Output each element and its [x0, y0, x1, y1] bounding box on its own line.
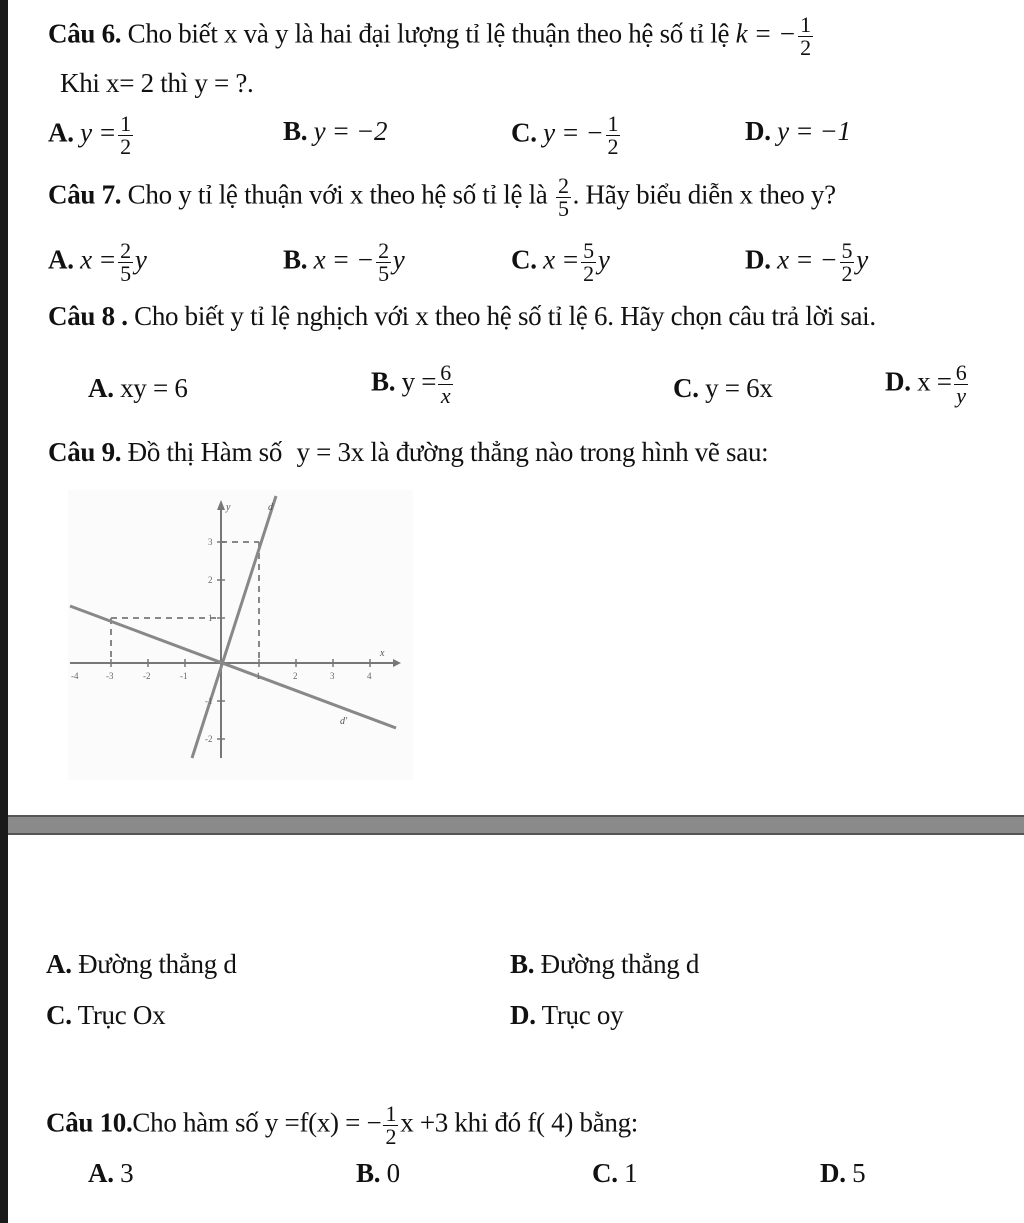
question-10-option-a: A. 3 [88, 1158, 134, 1188]
question-7-option-a: A. x = $\frac{2}{5}$ y [48, 238, 147, 286]
question-9-stem: Câu 9. Đồ thị Hàm số y = 3x là đường thẳng nào trong hình vẽ sau: [48, 437, 769, 467]
y-tick-label: -2 [205, 734, 213, 744]
question-6-label: Câu 6. [48, 18, 122, 49]
question-8-option-c: C. y = 6x [673, 373, 773, 403]
question-10-option-d: D. 5 [820, 1158, 866, 1188]
graph-y-axis-label: y [226, 502, 231, 513]
question-7-stem: Câu 7. Cho y tỉ lệ thuận với x theo hệ số tỉ lệ là $\frac{2}{5}$ . Hãy biểu diễn x theo y? [48, 173, 836, 221]
question-8-option-d: D. x = $\frac{6}{y}$ [885, 360, 967, 408]
question-9-graph [68, 490, 413, 780]
graph-x-axis-label: x [380, 648, 385, 659]
x-tick-label: 2 [293, 671, 298, 681]
question-7-option-d: D. x = − $\frac{5}{2}$ y [745, 238, 868, 286]
x-tick-label: -1 [180, 671, 188, 681]
question-6-k: k = − [735, 18, 797, 49]
document-page-1 [8, 0, 1024, 815]
x-tick-label: -3 [106, 671, 114, 681]
question-9-option-b: B. Đường thẳng d [510, 949, 700, 979]
y-tick-label: -1 [205, 696, 213, 706]
question-10-option-b: B. 0 [356, 1158, 400, 1188]
question-9-option-a: A. Đường thẳng d [46, 949, 237, 979]
viewer-left-border [0, 0, 8, 1223]
y-tick-label: 1 [208, 613, 213, 623]
y-tick-label: 3 [208, 537, 213, 547]
question-10-option-c: C. 1 [592, 1158, 638, 1188]
question-6-k-fraction: $\frac{1}{2}$ [800, 12, 811, 60]
question-7-option-b: B. x = − $\frac{2}{5}$ y [283, 238, 405, 286]
question-6-option-d: D. y = −1 [745, 116, 851, 146]
page-separator [8, 815, 1024, 835]
graph-background [68, 490, 413, 780]
question-9-option-d: D. Trục oy [510, 1000, 624, 1030]
x-tick-label: 3 [330, 671, 335, 681]
question-6-option-a: A. y = $\frac{1}{2}$ [48, 111, 131, 159]
question-6-line2: Khi x= 2 thì y = ?. [60, 68, 254, 98]
document-page-2 [8, 835, 1024, 1223]
x-tick-label: 4 [367, 671, 372, 681]
question-6-option-b: B. y = −2 [283, 116, 388, 146]
question-7-option-c: C. x = $\frac{5}{2}$ y [511, 238, 610, 286]
x-tick-label: 1 [256, 671, 261, 681]
graph-line-d-prime-label: d' [340, 716, 348, 727]
question-6-stem [48, 14, 815, 59]
question-8-option-a: A. xy = 6 [88, 373, 188, 403]
graph-line-d-label: d [268, 502, 273, 513]
question-8-stem: Câu 8 . Cho biết y tỉ lệ nghịch với x theo hệ số tỉ lệ 6. Hãy chọn câu trả lời sai. [48, 301, 876, 331]
question-9-option-c: C. Trục Ox [46, 1000, 166, 1030]
y-tick-label: 2 [208, 575, 213, 585]
x-tick-label: -2 [143, 671, 151, 681]
question-8-option-b: B. y = $\frac{6}{x}$ [371, 360, 451, 408]
question-10-fraction: $\frac{1}{2}$ [385, 1101, 397, 1149]
question-10-stem: Câu 10.Cho hàm số y =f(x) = − $\frac{1}{2}$ x +3 khi đó f( 4) bằng: [46, 1101, 638, 1149]
question-7-fraction: $\frac{2}{5}$ [557, 173, 569, 221]
question-6-text: Cho biết x và y là hai đại lượng tỉ lệ thuận theo hệ số tỉ lệ [127, 18, 730, 49]
x-tick-label: -4 [71, 671, 79, 681]
question-6-option-c: C. y = − $\frac{1}{2}$ [511, 111, 619, 159]
